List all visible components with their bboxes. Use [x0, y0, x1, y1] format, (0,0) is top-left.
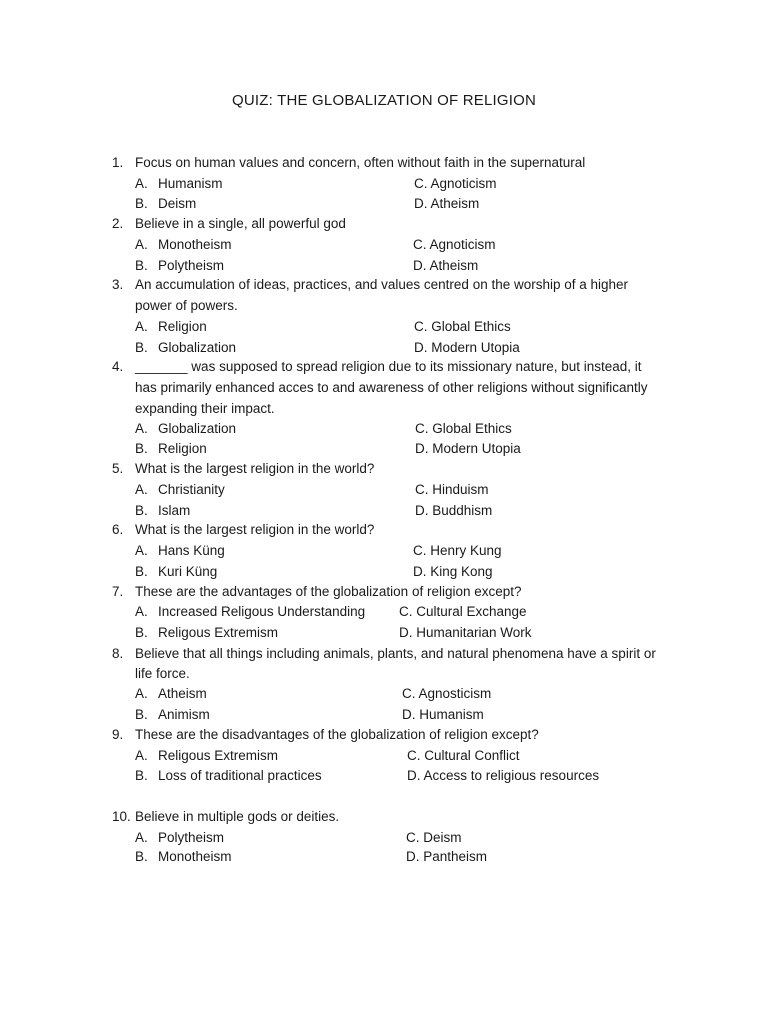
choice-a: Increased Religous Understanding [158, 604, 366, 619]
choice-b-letter: B. [135, 258, 148, 273]
question-text: Believe in a single, all powerful god [135, 216, 346, 231]
choice-b-letter: B. [135, 196, 148, 211]
choice-a-letter: A. [135, 830, 148, 845]
choice-d: D. Humanitarian Work [399, 625, 532, 640]
question-text-line-1: Believe that all things including animals, plants, and natural phenomena have a spirit or [135, 646, 656, 661]
choice-b: Animism [158, 707, 210, 722]
choice-a-letter: A. [135, 482, 148, 497]
choice-b-letter: B. [135, 441, 148, 456]
question-text-line-2: power of powers. [135, 298, 238, 313]
choice-d: D. Access to religious resources [407, 768, 600, 783]
choice-b: Monotheism [158, 849, 232, 864]
question-text-line-1: An accumulation of ideas, practices, and values centred on the worship of a higher [135, 277, 629, 292]
choice-a: Humanism [158, 176, 223, 191]
choice-a: Monotheism [158, 237, 232, 252]
choice-a-letter: A. [135, 176, 148, 191]
choice-c: C. Global Ethics [414, 319, 511, 334]
choice-d: D. Modern Utopia [414, 340, 520, 355]
choice-a: Religion [158, 319, 207, 334]
choice-c: C. Global Ethics [415, 421, 512, 436]
question-number: 8. [112, 646, 124, 661]
question-number: 7. [112, 584, 124, 599]
choice-a: Christianity [158, 482, 225, 497]
choice-a: Religous Extremism [158, 748, 279, 763]
choice-a: Atheism [158, 686, 207, 701]
choice-b: Islam [158, 503, 191, 518]
question-text-line-1: _______ was supposed to spread religion due to its missionary nature, but instead, it [135, 359, 642, 374]
choice-d: D. Humanism [402, 707, 484, 722]
choice-c: C. Agnosticism [402, 686, 492, 701]
choice-a-letter: A. [135, 604, 148, 619]
question-text: What is the largest religion in the world? [135, 522, 375, 537]
choice-b-letter: B. [135, 707, 148, 722]
question-text: Believe in multiple gods or deities. [135, 809, 340, 824]
choice-c: C. Agnoticism [414, 176, 497, 191]
question-number: 1. [112, 155, 124, 170]
question-number: 2. [112, 216, 124, 231]
choice-a-letter: A. [135, 686, 148, 701]
choice-b-letter: B. [135, 503, 148, 518]
question-text: Focus on human values and concern, often without faith in the supernatural [135, 155, 586, 170]
question-number: 6. [112, 522, 124, 537]
choice-a-letter: A. [135, 421, 148, 436]
choice-d: D. Atheism [413, 258, 479, 273]
choice-b: Deism [158, 196, 197, 211]
question-number: 5. [112, 461, 124, 476]
choice-b: Religion [158, 441, 207, 456]
question-number: 10. [112, 809, 131, 824]
question-number: 4. [112, 359, 124, 374]
choice-a: Hans Küng [158, 543, 225, 558]
question-text-line-2: has primarily enhanced acces to and awareness of other religions without significantly [135, 380, 648, 395]
question-text-line-3: expanding their impact. [135, 401, 275, 416]
choice-b: Polytheism [158, 258, 225, 273]
choice-d: D. Buddhism [415, 503, 493, 518]
choice-b-letter: B. [135, 625, 148, 640]
choice-b: Globalization [158, 340, 237, 355]
question-text-line-2: life force. [135, 666, 190, 681]
choice-b-letter: B. [135, 340, 148, 355]
choice-c: C. Deism [406, 830, 462, 845]
choice-c: C. Henry Kung [413, 543, 502, 558]
question-number: 3. [112, 277, 124, 292]
choice-d: D. Modern Utopia [415, 441, 521, 456]
choice-c: C. Hinduism [415, 482, 489, 497]
choice-b-letter: B. [135, 849, 148, 864]
question-text: These are the disadvantages of the globalization of religion except? [135, 727, 539, 742]
choice-a-letter: A. [135, 237, 148, 252]
choice-c: C. Agnoticism [413, 237, 496, 252]
choice-b: Loss of traditional practices [158, 768, 322, 783]
choice-b-letter: B. [135, 564, 148, 579]
question-text: What is the largest religion in the world? [135, 461, 375, 476]
choice-a: Polytheism [158, 830, 225, 845]
question-number: 9. [112, 727, 124, 742]
choice-c: C. Cultural Conflict [407, 748, 520, 763]
choice-b-letter: B. [135, 768, 148, 783]
choice-a-letter: A. [135, 543, 148, 558]
choice-a: Globalization [158, 421, 237, 436]
choice-a-letter: A. [135, 319, 148, 334]
choice-d: D. King Kong [413, 564, 493, 579]
choice-b: Religous Extremism [158, 625, 279, 640]
choice-a-letter: A. [135, 748, 148, 763]
choice-d: D. Pantheism [406, 849, 488, 864]
page-title: QUIZ: THE GLOBALIZATION OF RELIGION [232, 92, 536, 109]
question-text: These are the advantages of the globalization of religion except? [135, 584, 522, 599]
choice-d: D. Atheism [414, 196, 480, 211]
choice-c: C. Cultural Exchange [399, 604, 527, 619]
choice-b: Kuri Küng [158, 564, 218, 579]
